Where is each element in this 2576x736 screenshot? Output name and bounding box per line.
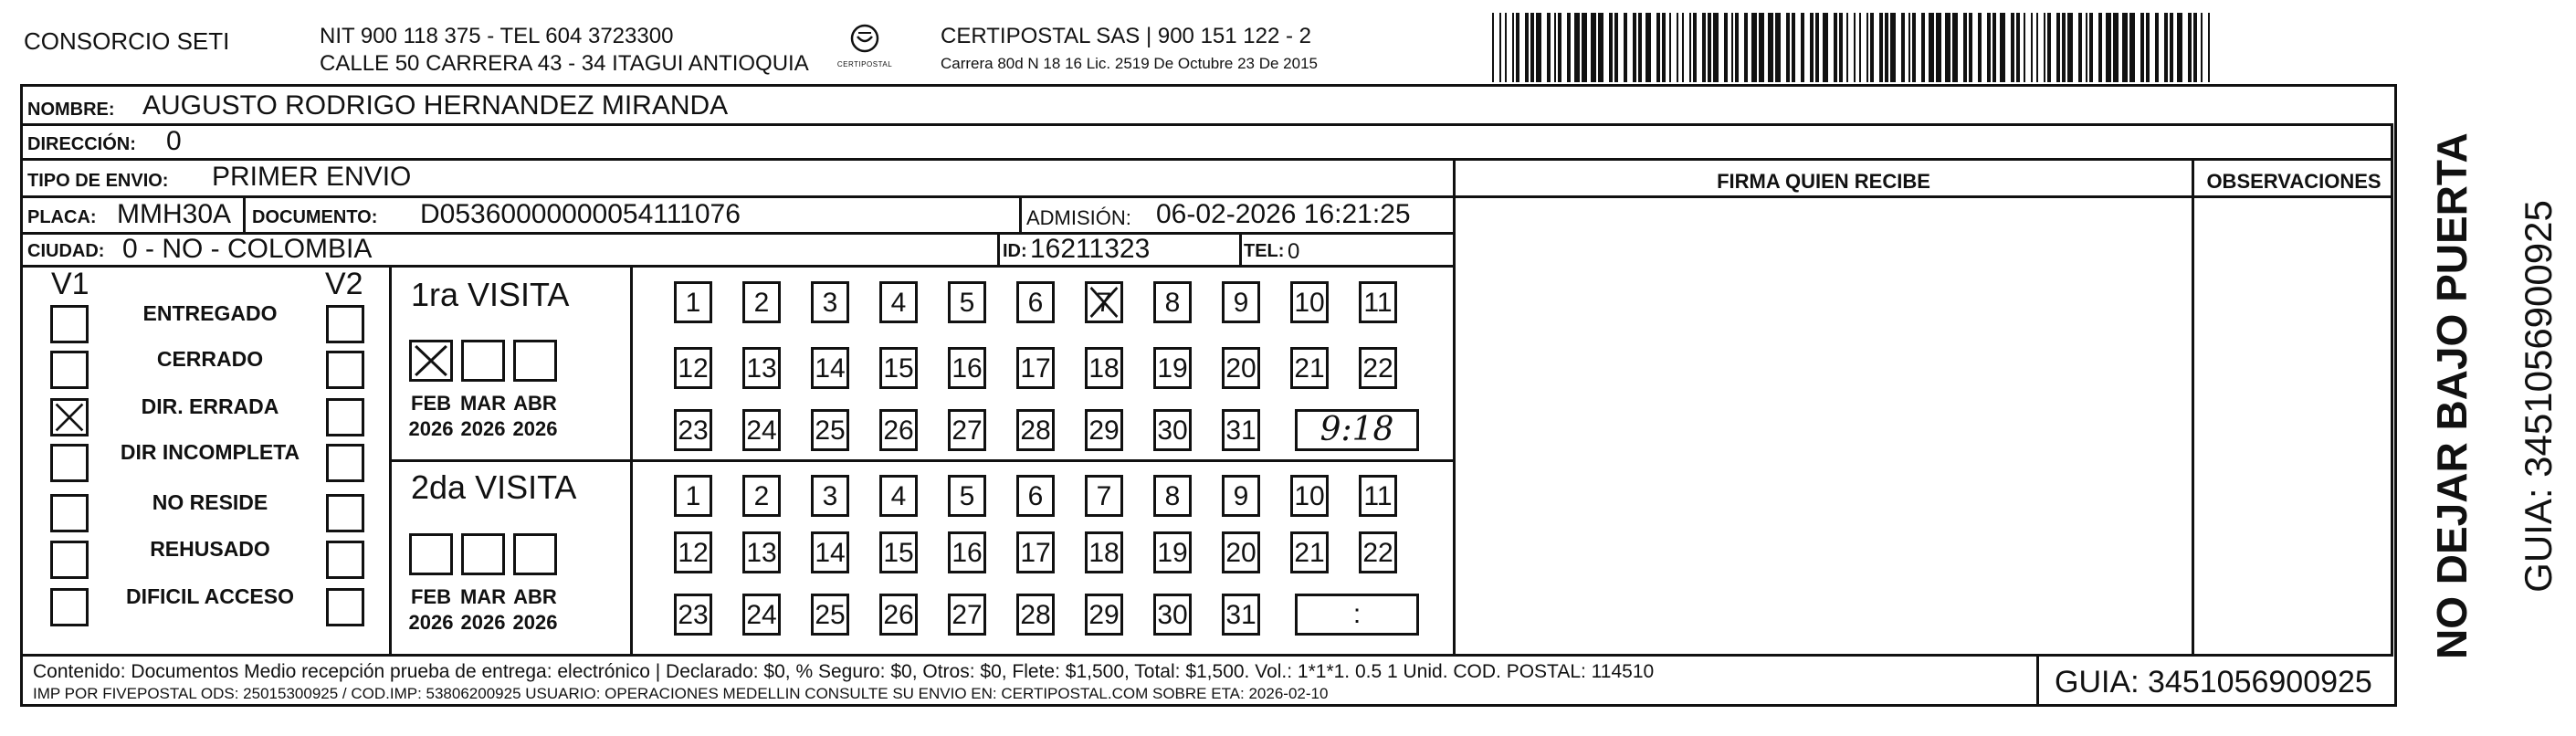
month-checkbox-feb[interactable] [409, 340, 453, 382]
day-checkbox[interactable]: 18 [1085, 531, 1123, 573]
day-checkbox[interactable]: 15 [879, 347, 918, 389]
status-option-label: REHUSADO [150, 537, 270, 561]
name-label: NOMBRE: [27, 100, 115, 120]
day-checkbox[interactable]: 25 [811, 409, 849, 451]
v2-checkbox[interactable] [326, 541, 364, 579]
city-label: CIUDAD: [27, 241, 105, 261]
month-checkbox-abr[interactable] [513, 533, 557, 575]
day-checkbox[interactable]: 30 [1153, 594, 1192, 636]
day-checkbox[interactable]: 21 [1290, 347, 1329, 389]
id-value: 16211323 [1030, 234, 1151, 264]
day-checkbox[interactable]: 6 [1016, 281, 1055, 323]
tel-label: TEL: [1244, 241, 1285, 261]
day-checkbox[interactable]: 12 [674, 347, 712, 389]
day-checkbox[interactable]: 27 [948, 409, 986, 451]
second-visit-title: 2da VISITA [411, 468, 577, 506]
side-separator [2391, 123, 2393, 656]
day-checkbox[interactable]: 20 [1222, 531, 1260, 573]
month-label: MAR 2026 [459, 392, 507, 440]
day-checkbox[interactable]: 19 [1153, 531, 1192, 573]
no-under-door-warning: NO DEJAR BAJO PUERTA [2428, 132, 2476, 659]
row-line-1 [20, 123, 2393, 126]
day-checkbox[interactable]: 31 [1222, 409, 1260, 451]
day-checkbox[interactable]: 1 [674, 281, 712, 323]
day-checkbox[interactable]: 6 [1016, 475, 1055, 517]
col-line-observations [2192, 158, 2194, 657]
shipment-type-value: PRIMER ENVIO [212, 162, 412, 192]
document-label: DOCUMENTO: [252, 207, 378, 227]
city-value: 0 - NO - COLOMBIA [122, 234, 373, 264]
day-checkbox[interactable]: 15 [879, 531, 918, 573]
day-checkbox[interactable]: 9 [1222, 281, 1260, 323]
status-option-label: ENTREGADO [142, 301, 278, 325]
day-checkbox[interactable]: 23 [674, 594, 712, 636]
day-checkbox[interactable]: 28 [1016, 594, 1055, 636]
row-line-3 [20, 195, 2393, 198]
visit-divider [389, 459, 1456, 462]
row-line-2 [20, 158, 2393, 161]
company-name: CONSORCIO SETI [24, 27, 230, 55]
logo-caption: CERTIPOSTAL [836, 60, 893, 68]
day-checkbox[interactable]: 3 [811, 475, 849, 517]
month-label: FEB 2026 [408, 585, 454, 634]
day-checkbox[interactable]: 26 [879, 409, 918, 451]
v2-checkbox[interactable] [326, 588, 364, 626]
day-checkbox[interactable]: 8 [1153, 475, 1192, 517]
day-checkbox[interactable]: 29 [1085, 594, 1123, 636]
v1-checkbox[interactable] [50, 541, 89, 579]
month-checkbox-mar[interactable] [461, 340, 505, 382]
day-checkbox[interactable]: 31 [1222, 594, 1260, 636]
day-checkbox[interactable]: 2 [742, 281, 781, 323]
day-checkbox[interactable]: 11 [1359, 281, 1397, 323]
day-checkbox[interactable]: 8 [1153, 281, 1192, 323]
day-checkbox[interactable]: 22 [1359, 531, 1397, 573]
day-checkbox[interactable]: 30 [1153, 409, 1192, 451]
day-checkbox[interactable]: 9 [1222, 475, 1260, 517]
plate-label: PLACA: [27, 207, 97, 227]
v2-checkbox[interactable] [326, 305, 364, 343]
day-checkbox[interactable]: 2 [742, 475, 781, 517]
v2-checkbox[interactable] [326, 494, 364, 532]
day-checkbox[interactable]: 12 [674, 531, 712, 573]
signature-header: FIRMA QUIEN RECIBE [1717, 170, 1930, 193]
month-label: ABR 2026 [512, 585, 558, 634]
day-checkbox[interactable]: 18 [1085, 347, 1123, 389]
v2-checkbox[interactable] [326, 351, 364, 389]
day-checkbox[interactable]: 14 [811, 347, 849, 389]
day-checkbox[interactable]: 24 [742, 594, 781, 636]
month-checkbox-feb[interactable] [409, 533, 453, 575]
day-checkbox[interactable]: 5 [948, 281, 986, 323]
v2-checkbox[interactable] [326, 398, 364, 436]
day-checkbox[interactable]: 21 [1290, 531, 1329, 573]
certipostal-logo [831, 22, 899, 75]
day-checkbox[interactable]: 4 [879, 281, 918, 323]
barcode [1490, 13, 2219, 82]
name-value: AUGUSTO RODRIGO HERNANDEZ MIRANDA [142, 90, 729, 121]
day-checkbox[interactable]: 10 [1290, 281, 1329, 323]
day-checkbox[interactable]: 7 [1085, 475, 1123, 517]
split-tel [1239, 232, 1242, 268]
address-line: CALLE 50 CARRERA 43 - 34 ITAGUI ANTIOQUIA [320, 51, 809, 76]
side-guide: GUIA: 3451056900925 [2517, 200, 2560, 593]
day-checkbox[interactable]: 10 [1290, 475, 1329, 517]
tel-value: 0 [1288, 239, 1300, 264]
day-checkbox[interactable]: 16 [948, 347, 986, 389]
v1-checkbox[interactable] [50, 588, 89, 626]
frame-left [20, 84, 23, 707]
nit-line: NIT 900 118 375 - TEL 604 3723300 [320, 24, 674, 48]
day-checkbox[interactable]: 17 [1016, 347, 1055, 389]
status-option-label: DIR. ERRADA [141, 394, 279, 418]
v1-checkbox[interactable] [50, 444, 89, 482]
v1-checkbox[interactable] [50, 398, 89, 436]
status-option-label: DIFICIL ACCESO [125, 584, 294, 608]
day-checkbox[interactable]: 11 [1359, 475, 1397, 517]
operator-license: Carrera 80d N 18 16 Lic. 2519 De Octubre 23 De 2015 [941, 55, 1318, 72]
split-id [997, 232, 1000, 268]
day-checkbox[interactable]: 16 [948, 531, 986, 573]
day-checkbox[interactable]: 17 [1016, 531, 1055, 573]
month-checkbox-mar[interactable] [461, 533, 505, 575]
day-checkbox[interactable]: 13 [742, 347, 781, 389]
admission-value: 06-02-2026 16:21:25 [1156, 199, 1411, 229]
observations-header: OBSERVACIONES [2206, 170, 2381, 193]
status-option-label: NO RESIDE [152, 490, 268, 514]
frame-bottom [20, 704, 2397, 707]
imp-line: IMP POR FIVEPOSTAL ODS: 25015300925 / COD.IMP: 53806200925 USUARIO: OPERACIONES MEDELLIN CONSULTE SU ENVIO EN: CERTIPOSTAL.COM SOBRE ETA: 2026-02-10 [33, 685, 1329, 702]
day-checkbox[interactable]: 5 [948, 475, 986, 517]
v1-checkbox[interactable] [50, 351, 89, 389]
frame-top [20, 84, 2397, 87]
frame-right [2394, 84, 2397, 707]
day-checkbox[interactable]: 3 [811, 281, 849, 323]
day-checkbox[interactable]: 23 [674, 409, 712, 451]
content-line: Contenido: Documentos Medio recepción prueba de entrega: electrónico | Declarado: $0, % Seguro: $0, Otros: $0, Flete: $1,500, Total: $1,500. Vol.: 1*1*1. 0.5 1 Unid. COD. POSTAL: 114510 [33, 661, 1655, 682]
plate-value: MMH30A [117, 199, 232, 229]
day-checkbox[interactable]: 27 [948, 594, 986, 636]
id-label: ID: [1003, 241, 1027, 261]
day-checkbox[interactable]: 14 [811, 531, 849, 573]
shipment-type-label: TIPO DE ENVIO: [27, 171, 169, 191]
day-checkbox[interactable]: 24 [742, 409, 781, 451]
side-panel [2402, 82, 2575, 712]
document-value: D05360000000054111076 [420, 199, 741, 229]
split-plate [243, 195, 246, 235]
split-footer-guide [2036, 654, 2039, 707]
day-checkbox[interactable]: 13 [742, 531, 781, 573]
day-checkbox[interactable]: 25 [811, 594, 849, 636]
day-checkbox[interactable]: 29 [1085, 409, 1123, 451]
split-admission [1019, 195, 1022, 235]
address-label: DIRECCIÓN: [27, 134, 136, 154]
day-checkbox[interactable]: 22 [1359, 347, 1397, 389]
v2-checkbox[interactable] [326, 444, 364, 482]
day-checkbox[interactable]: 28 [1016, 409, 1055, 451]
v1-checkbox[interactable] [50, 494, 89, 532]
v1-label: V1 [51, 267, 89, 301]
admission-label: ADMISIÓN: [1026, 206, 1131, 229]
month-label: MAR 2026 [459, 585, 507, 634]
footer-guide: GUIA: 3451056900925 [2055, 665, 2372, 699]
status-option-label: CERRADO [156, 347, 264, 371]
day-checkbox[interactable]: 1 [674, 475, 712, 517]
month-label: ABR 2026 [512, 392, 558, 440]
v1-checkbox[interactable] [50, 305, 89, 343]
day-checkbox[interactable]: 4 [879, 475, 918, 517]
v2-label: V2 [325, 267, 363, 301]
operator-line: CERTIPOSTAL SAS | 900 151 122 - 2 [941, 24, 1311, 48]
first-visit-title: 1ra VISITA [411, 276, 570, 313]
visit-time-field[interactable]: : [1295, 594, 1419, 636]
address-value: 0 [166, 126, 182, 156]
day-checkbox[interactable]: 7 [1085, 281, 1123, 323]
month-checkbox-abr[interactable] [513, 340, 557, 382]
day-checkbox[interactable]: 26 [879, 594, 918, 636]
col-line-signature [1453, 158, 1456, 657]
status-option-label: DIR INCOMPLETA [120, 440, 300, 464]
day-checkbox[interactable]: 20 [1222, 347, 1260, 389]
day-checkbox[interactable]: 19 [1153, 347, 1192, 389]
month-label: FEB 2026 [408, 392, 454, 440]
visit-time-field[interactable]: 9:18 [1295, 409, 1419, 451]
